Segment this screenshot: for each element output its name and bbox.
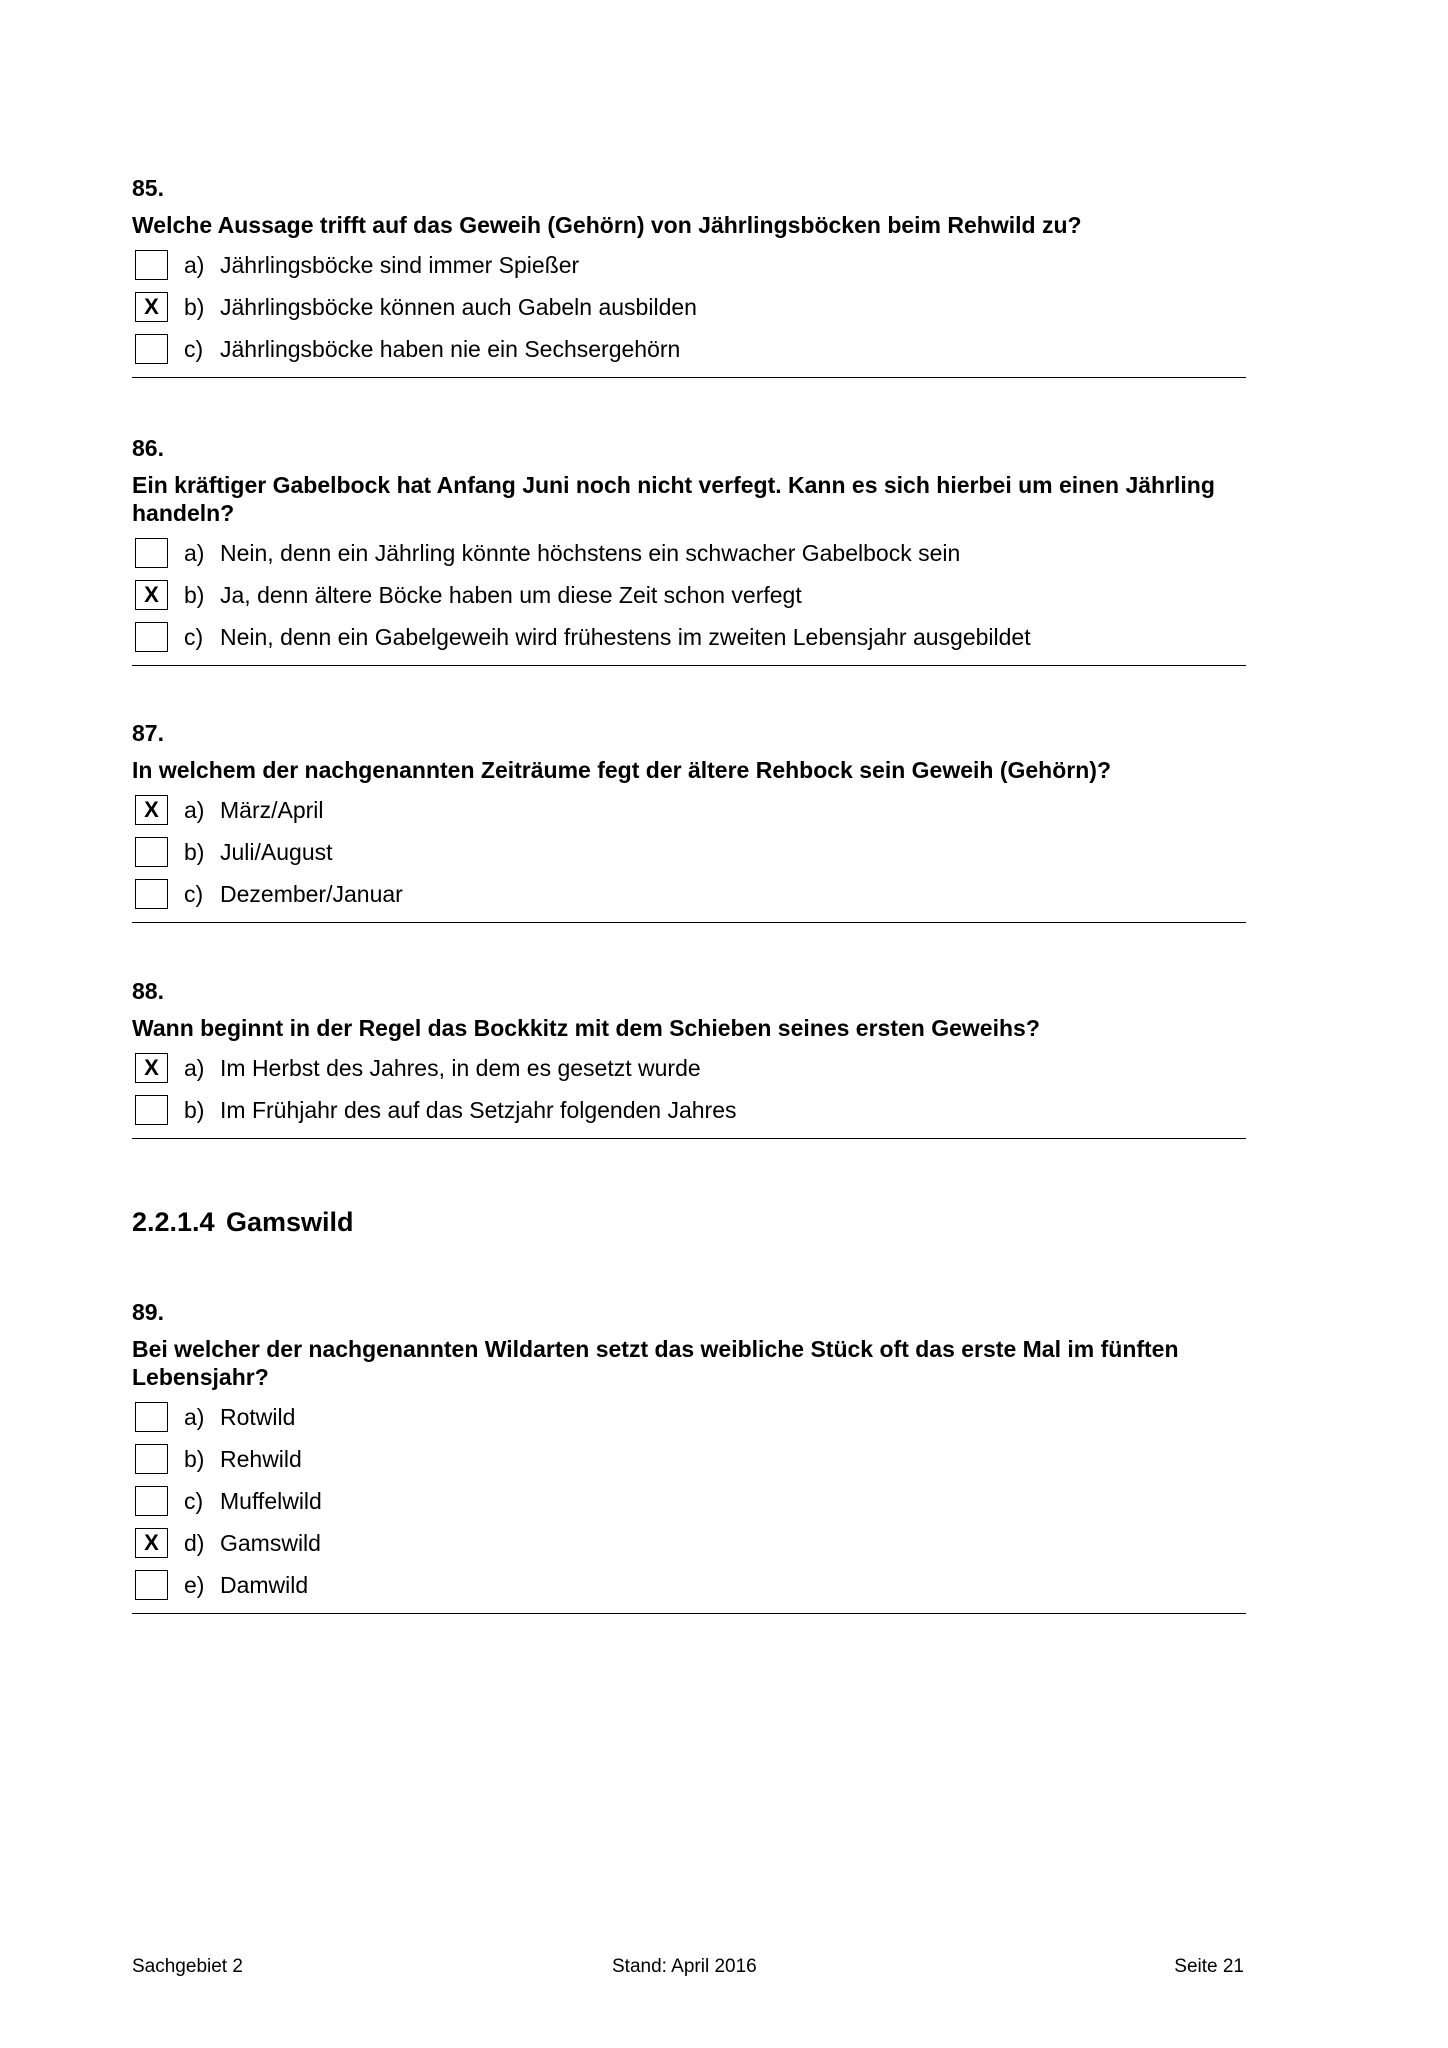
question-text: Ein kräftiger Gabelbock hat Anfang Juni noch nicht verfegt. Kann es sich hierbei um einen Jährling handeln? — [132, 472, 1215, 526]
answer-option-a — [132, 792, 1246, 834]
question-88 — [132, 977, 1246, 1139]
option-letter: a) — [184, 1055, 205, 1081]
option-text: Im Herbst des Jahres, in dem es gesetzt wurde — [220, 1055, 701, 1081]
option-letter: b) — [184, 839, 205, 865]
question-number: 86. — [132, 435, 164, 461]
question-text: Wann beginnt in der Regel das Bockkitz mit dem Schieben seines ersten Geweihs? — [132, 1015, 1040, 1041]
option-letter: e) — [184, 1572, 205, 1598]
answer-checkbox[interactable] — [135, 1570, 168, 1600]
answer-option-c — [132, 1483, 1246, 1525]
answer-checkbox[interactable] — [135, 837, 168, 867]
answer-checkbox[interactable]: X — [135, 580, 168, 610]
answer-option-c — [132, 619, 1246, 661]
answer-option-b — [132, 1441, 1246, 1483]
option-text: Dezember/Januar — [220, 881, 403, 907]
question-85 — [132, 174, 1246, 378]
section-heading — [132, 1205, 354, 1239]
option-letter: a) — [184, 252, 205, 278]
answer-options — [132, 792, 1246, 918]
divider-line — [132, 922, 1246, 923]
option-letter: b) — [184, 1097, 205, 1123]
answer-checkbox[interactable] — [135, 334, 168, 364]
question-89 — [132, 1298, 1246, 1614]
divider-line — [132, 1138, 1246, 1139]
option-text: Gamswild — [220, 1530, 321, 1556]
option-text: Rotwild — [220, 1404, 296, 1430]
answer-checkbox[interactable] — [135, 879, 168, 909]
answer-options — [132, 535, 1246, 661]
divider-line — [132, 377, 1246, 378]
answer-option-a — [132, 1399, 1246, 1441]
option-text: Jährlingsböcke sind immer Spießer — [220, 252, 580, 278]
answer-checkbox[interactable]: X — [135, 1053, 168, 1083]
answer-option-e — [132, 1567, 1246, 1609]
answer-checkbox[interactable]: X — [135, 795, 168, 825]
divider-line — [132, 665, 1246, 666]
answer-option-b — [132, 289, 1246, 331]
question-text: In welchem der nachgenannten Zeiträume fegt der ältere Rehbock sein Geweih (Gehörn)? — [132, 757, 1111, 783]
answer-checkbox[interactable] — [135, 250, 168, 280]
answer-option-b — [132, 1092, 1246, 1134]
option-letter: a) — [184, 540, 205, 566]
answer-option-c — [132, 331, 1246, 373]
question-text: Bei welcher der nachgenannten Wildarten setzt das weibliche Stück oft das erste Mal im fünften Lebensjahr? — [132, 1336, 1179, 1390]
option-letter: a) — [184, 797, 205, 823]
answer-options — [132, 247, 1246, 373]
answer-options — [132, 1050, 1246, 1134]
option-text: Muffelwild — [220, 1488, 322, 1514]
answer-option-b — [132, 834, 1246, 876]
option-text: Juli/August — [220, 839, 333, 865]
question-number: 88. — [132, 978, 164, 1004]
option-letter: c) — [184, 624, 204, 650]
answer-checkbox[interactable] — [135, 1486, 168, 1516]
answer-checkbox[interactable] — [135, 622, 168, 652]
answer-checkbox[interactable] — [135, 1402, 168, 1432]
question-number: 89. — [132, 1299, 164, 1325]
answer-checkbox[interactable] — [135, 1095, 168, 1125]
answer-option-d — [132, 1525, 1246, 1567]
option-letter: a) — [184, 1404, 205, 1430]
answer-options — [132, 1399, 1246, 1609]
section-title: Gamswild — [226, 1207, 354, 1237]
question-number: 87. — [132, 720, 164, 746]
answer-option-a — [132, 247, 1246, 289]
answer-option-a — [132, 535, 1246, 577]
answer-option-b — [132, 577, 1246, 619]
option-letter: c) — [184, 1488, 204, 1514]
question-number: 85. — [132, 175, 164, 201]
option-letter: d) — [184, 1530, 205, 1556]
question-87 — [132, 719, 1246, 923]
option-text: Jährlingsböcke haben nie ein Sechsergehörn — [220, 336, 681, 362]
option-text: Damwild — [220, 1572, 309, 1598]
option-letter: c) — [184, 336, 204, 362]
answer-option-a — [132, 1050, 1246, 1092]
option-letter: b) — [184, 294, 205, 320]
option-letter: c) — [184, 881, 204, 907]
footer-subject: Sachgebiet 2 — [132, 1956, 243, 1977]
footer-page-number: Seite 21 — [1174, 1956, 1244, 1977]
answer-checkbox[interactable] — [135, 1444, 168, 1474]
option-text: Jährlingsböcke können auch Gabeln ausbilden — [220, 294, 697, 320]
option-text: Nein, denn ein Jährling könnte höchstens ein schwacher Gabelbock sein — [220, 540, 961, 566]
option-text: Im Frühjahr des auf das Setzjahr folgenden Jahres — [220, 1097, 737, 1123]
option-letter: b) — [184, 582, 205, 608]
answer-checkbox[interactable]: X — [135, 1528, 168, 1558]
option-text: Nein, denn ein Gabelgeweih wird frühestens im zweiten Lebensjahr ausgebildet — [220, 624, 1031, 650]
question-86 — [132, 434, 1246, 666]
answer-option-c — [132, 876, 1246, 918]
option-text: März/April — [220, 797, 324, 823]
option-letter: b) — [184, 1446, 205, 1472]
divider-line — [132, 1613, 1246, 1614]
footer-date: Stand: April 2016 — [612, 1956, 757, 1977]
section-number: 2.2.1.4 — [132, 1207, 215, 1237]
option-text: Rehwild — [220, 1446, 302, 1472]
question-text: Welche Aussage trifft auf das Geweih (Gehörn) von Jährlingsböcken beim Rehwild zu? — [132, 212, 1082, 238]
option-text: Ja, denn ältere Böcke haben um diese Zeit schon verfegt — [220, 582, 802, 608]
answer-checkbox[interactable] — [135, 538, 168, 568]
answer-checkbox[interactable]: X — [135, 292, 168, 322]
